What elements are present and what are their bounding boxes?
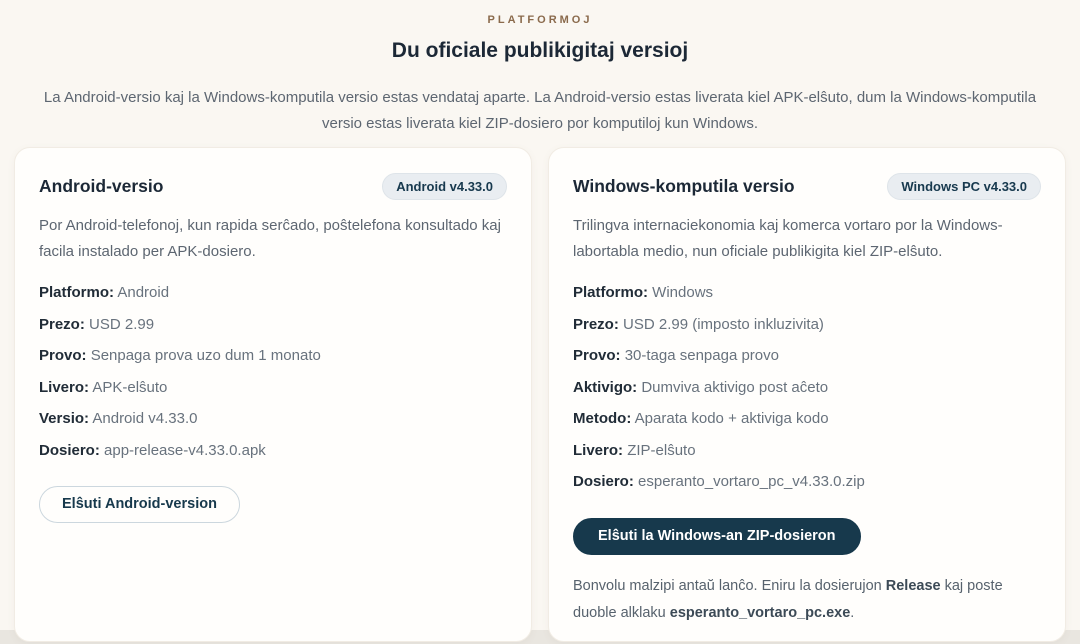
spec-label: Provo: [39,347,87,364]
spec-row-versio [39,408,507,430]
windows-version-card [548,147,1066,642]
spec-row-platformo [573,282,1041,304]
spec-value: Android v4.33.0 [92,410,198,427]
spec-label: Platformo: [39,284,114,301]
spec-row-platformo [39,282,507,304]
spec-value: Dumviva aktivigo post aĉeto [641,378,829,396]
spec-row-provo [39,345,507,367]
spec-value: USD 2.99 (imposto inkluzivita) [623,315,824,333]
android-card-header [39,173,507,200]
spec-value: Aparata kodo + aktiviga kodo [634,410,829,427]
spec-label: Livero: [39,378,90,396]
spec-label: Versio: [39,410,90,427]
android-version-card [14,147,532,642]
page-title: Du oficiale publikigitaj versioj [391,39,689,62]
spec-label: Metodo: [573,410,632,427]
note-text: . [850,604,855,621]
spec-row-dosiero [39,440,507,462]
spec-value: USD 2.99 [89,315,155,333]
spec-value: Windows [652,284,714,301]
spec-label: Livero: [573,441,624,459]
windows-card-header [573,173,1041,200]
spec-label: Provo: [573,347,621,364]
spec-row-livero [39,377,507,399]
note-text: Bonvolu malzipi antaŭ lanĉo. Eniru la dosierujon [573,577,886,594]
download-android-button[interactable]: Elŝuti Android-version [39,486,240,523]
spec-label: Prezo: [39,315,85,333]
spec-row-livero [573,440,1041,462]
spec-row-aktivigo [573,377,1041,399]
spec-value: Senpaga prova uzo dum 1 monato [90,347,321,364]
spec-label: Prezo: [573,315,619,333]
spec-row-prezo [573,314,1041,336]
note-exe-filename: esperanto_vortaro_pc.exe [669,604,851,621]
spec-value: ZIP-elŝuto [627,441,696,459]
note-text: kaj poste duoble alklaku [573,577,1003,621]
spec-label: Dosiero: [39,441,100,459]
spec-row-provo [573,345,1041,367]
spec-row-metodo [573,408,1041,430]
android-card-description: Por Android-telefonoj, kun rapida serĉado, poŝtelefona konsultado kaj facila instalado per APK-dosiero. [39,217,501,260]
spec-label: Platformo: [573,284,648,301]
spec-value: APK-elŝuto [92,378,168,396]
note-release-folder: Release [885,577,941,594]
android-spec-list [39,282,507,461]
windows-card-title: Windows-komputila versio [573,176,795,196]
windows-version-badge: Windows PC v4.33.0 [887,173,1041,200]
spec-label: Aktivigo: [573,378,638,396]
windows-card-description: Trilingva internaciekonomia kaj komerca vortaro por la Windows-labortabla medio, nun oficiale publikigita kiel ZIP-elŝuto. [573,217,1003,260]
download-windows-zip-button[interactable]: Elŝuti la Windows-an ZIP-dosieron [573,518,861,555]
spec-row-dosiero [573,471,1041,493]
android-version-badge: Android v4.33.0 [382,173,507,200]
version-cards-row [0,147,1080,642]
spec-row-prezo [39,314,507,336]
android-card-title: Android-versio [39,176,164,196]
windows-unzip-note [573,573,1041,627]
spec-label: Dosiero: [573,473,634,490]
spec-value: esperanto_vortaro_pc_v4.33.0.zip [638,473,865,490]
spec-value: 30-taga senpaga provo [624,347,779,364]
spec-value: Android [117,284,170,301]
windows-spec-list [573,282,1041,493]
section-description: La Android-versio kaj la Windows-komputila versio estas vendataj aparte. La Android-versio estas liverata kiel APK-elŝuto, dum la Windows-komputila versio estas liverata kiel ZIP-dosiero por komputiloj kun Windows. [43,89,1037,132]
spec-value: app-release-v4.33.0.apk [104,441,266,459]
section-eyebrow: PLATFORMOJ [487,14,593,26]
